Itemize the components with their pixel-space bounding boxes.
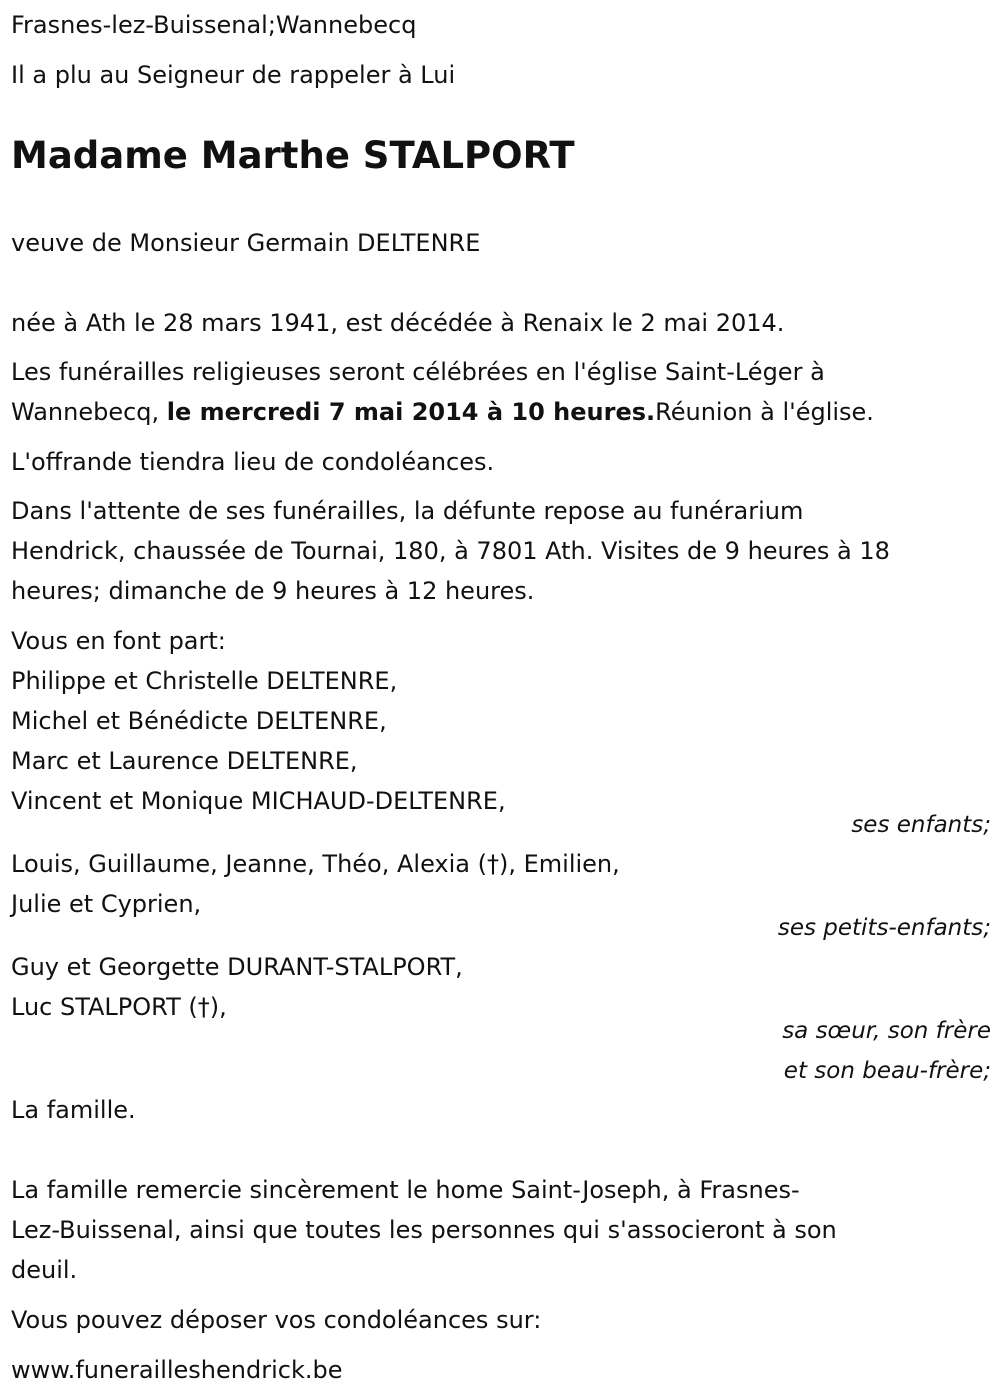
funeral-line-1: Les funérailles religieuses seront célébrées en l'église Saint-Léger à (11, 358, 825, 386)
intro-line: Il a plu au Seigneur de rappeler à Lui (11, 61, 456, 89)
child-entry: Michel et Bénédicte DELTENRE, (11, 707, 387, 735)
visit-line-3: heures; dimanche de 9 heures à 12 heures. (11, 577, 535, 605)
birth-death-line: née à Ath le 28 mars 1941, est décédée à Renaix le 2 mai 2014. (11, 309, 785, 337)
condolences-website: www.funerailleshendrick.be (11, 1356, 343, 1384)
grandchildren-line-2: Julie et Cyprien, (11, 890, 202, 918)
family-closing: La famille. (11, 1096, 136, 1124)
siblings-label-line-1: sa sœur, son frère (782, 1018, 991, 1044)
family-intro: Vous en font part: (11, 627, 226, 655)
thanks-line-1: La famille remercie sincèrement le home Saint-Joseph, à Frasnes- (11, 1176, 800, 1204)
deceased-name: Madame Marthe STALPORT (11, 134, 575, 177)
grandchildren-line-1: Louis, Guillaume, Jeanne, Théo, Alexia (†), Emilien, (11, 850, 620, 878)
grandchildren-label: ses petits-enfants; (777, 915, 991, 941)
obituary-notice (11, 0, 991, 1400)
children-label: ses enfants; (851, 812, 991, 838)
widow-of-line: veuve de Monsieur Germain DELTENRE (11, 229, 481, 257)
child-entry: Vincent et Monique MICHAUD-DELTENRE, (11, 787, 506, 815)
child-entry: Marc et Laurence DELTENRE, (11, 747, 358, 775)
visit-line-2: Hendrick, chaussée de Tournai, 180, à 7801 Ath. Visites de 9 heures à 18 (11, 537, 890, 565)
offering-line: L'offrande tiendra lieu de condoléances. (11, 448, 495, 476)
funeral-date-time: le mercredi 7 mai 2014 à 10 heures. (166, 398, 656, 426)
visit-line-1: Dans l'attente de ses funérailles, la défunte repose au funérarium (11, 497, 804, 525)
child-entry: Philippe et Christelle DELTENRE, (11, 667, 398, 695)
funeral-meeting: Réunion à l'église. (655, 398, 874, 426)
thanks-line-3: deuil. (11, 1256, 78, 1284)
condolences-intro: Vous pouvez déposer vos condoléances sur: (11, 1306, 542, 1334)
sibling-entry: Guy et Georgette DURANT-STALPORT, (11, 953, 463, 981)
sibling-entry: Luc STALPORT (†), (11, 993, 227, 1021)
thanks-line-2: Lez-Buissenal, ainsi que toutes les personnes qui s'associeront à son (11, 1216, 837, 1244)
location-line: Frasnes-lez-Buissenal;Wannebecq (11, 11, 417, 39)
funeral-place: Wannebecq, (11, 398, 167, 426)
funeral-line-2 (11, 392, 874, 432)
siblings-label-line-2: et son beau-frère; (783, 1058, 991, 1084)
